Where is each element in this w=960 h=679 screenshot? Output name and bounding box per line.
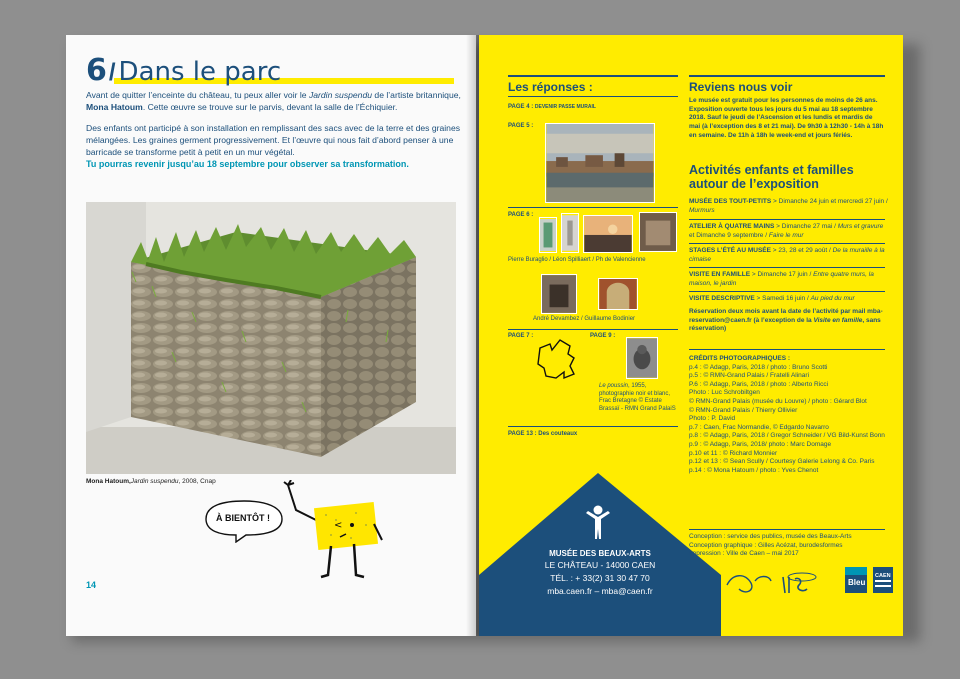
credit-line: Photo : P. David [689, 415, 736, 423]
rule-act-1 [689, 219, 885, 220]
title-number: 6 [86, 53, 107, 88]
rule-p7 [508, 329, 678, 330]
festival-logo-icon [783, 577, 807, 593]
spilliaert-thumbnail [561, 213, 579, 253]
credit-line: © RMN-Grand Palais / Thierry Ollivier [689, 406, 798, 414]
museum-web: mba.caen.fr – mba@caen.fr [547, 586, 653, 596]
poussin-photo-thumbnail [626, 337, 658, 379]
page6-caption-1: Pierre Buraglio / Léon Spilliaert / Ph de Valencienne [508, 257, 646, 263]
rule-conception [689, 529, 885, 530]
rule-p6 [508, 207, 678, 208]
rule-top-right [689, 75, 885, 77]
activities-title: Activités enfants et familles autour de l’exposition [689, 163, 854, 191]
rule-credits [689, 349, 885, 350]
page4-answer: PAGE 4 : DEVENIR PASSE MURAIL [508, 104, 596, 110]
paragraph-2: Des enfants ont participé à son installation en remplissant des sacs avec de la terre et des graines mélangées. Les graines germent progressivement. Et l’œuvre qui nous fait d’abord penser à une barricade se transforme petit à petit en un mur végétal. [86, 123, 461, 157]
left-page [66, 35, 476, 636]
credit-line: p.4 : © Adagp, Paris, 2018 / photo : Bruno Scotti [689, 363, 828, 371]
credit-line: p.14 : © Mona Hatoum / photo : Yves Chenot [689, 466, 819, 474]
credit-line: p.5 : © RMN-Grand Palais / Fratelli Alinari [689, 372, 810, 380]
rule-act-3 [689, 267, 885, 268]
devambez-thumbnail [541, 274, 577, 314]
rule-act-2 [689, 243, 885, 244]
activity-item: VISITE DESCRIPTIVE > Samedi 16 juin / Au pied du mur [689, 295, 855, 302]
artwork-photo [86, 202, 456, 474]
bodinier-thumbnail [598, 278, 638, 310]
rule-p13 [508, 426, 678, 427]
museum-contact [508, 549, 692, 596]
paragraph-1: Avant de quitter l’enceinte du château, tu peux aller voir le Jardin suspendu de l’artiste britannique, Mona Hatoum. Cette œuvre se trouve sur le parvis, devant la salle de l’Échiquier. [86, 90, 461, 112]
page5-label: PAGE 5 : [508, 123, 534, 129]
credit-line: p.8 : © Adagp, Paris, 2018 / Gregor Schneider / VG Bild-Kunst Bonn [689, 432, 885, 440]
yellow-mascot-icon [266, 480, 386, 590]
rule-top-left [508, 75, 678, 77]
title-text: Dans le parc [118, 57, 282, 87]
buraglio-thumbnail [539, 217, 557, 253]
page6-building-thumbnail [639, 212, 677, 252]
credit-line: Photo : Luc Schrobiltgen [689, 389, 760, 397]
photo-credits [689, 355, 889, 475]
highlight-text: Tu pourras revenir jusqu’au 18 septembre pour observer sa transformation. [86, 159, 409, 169]
valencienne-thumbnail [583, 215, 633, 253]
patrimoine-logo-icon [727, 576, 752, 592]
right-page [479, 35, 903, 636]
photo-caption: Mona Hatoum,Jardin suspendu, 2008, Cnap [86, 478, 216, 485]
page5-painting-thumbnail [545, 123, 655, 203]
svg-text:<: < [334, 520, 343, 531]
page7-label: PAGE 7 : [508, 333, 534, 339]
rule-act-4 [689, 291, 885, 292]
speech-bubble-text: À BIENTÔT ! [216, 513, 270, 523]
page9-caption: Le poussin, 1955, photographie noir et blanc, Frac Bretagne © Estate Brassaï - RMN Grand PalaiS [599, 383, 676, 412]
page6-caption-2: André Devambez / Guillaume Bodinier [533, 316, 636, 322]
museum-phone: TÉL. : + 33(2) 31 30 47 70 [550, 573, 650, 583]
museum-address: LE CHÂTEAU - 14000 CAEN [544, 560, 656, 570]
credit-line: p.12 et 13 : © Sean Scully / Courtesy Galerie Lelong & Co. Paris [689, 458, 875, 466]
museum-name: MUSÉE DES BEAUX-ARTS [549, 549, 651, 558]
child-figure-icon [583, 505, 613, 541]
page-title [86, 53, 281, 88]
intro-text [86, 89, 466, 179]
partner-logos [725, 567, 895, 599]
conception-info: Conception : service des publics, musée des Beaux-Arts Conception graphique : Gilles Acézat, burodesformes Impression : Ville de Caen – mai 2017 [689, 533, 852, 558]
page6-label: PAGE 6 : [508, 212, 534, 218]
revisit-title: Reviens nous voir [689, 80, 793, 94]
page13-answer: PAGE 13 : Des couteaux [508, 431, 578, 437]
credits-title: CRÉDITS PHOTOGRAPHIQUES : [689, 355, 791, 362]
title-slash: / [108, 59, 116, 86]
revisit-text: Le musée est gratuit pour les personnes de moins de 26 ans. Exposition ouverte tous les jours du 5 mai au 18 septembre 2018. Sauf le jeudi de l’Ascension et les lundis et mardis de mai (à l’exception des 8 et 21 mai). De 9h30 à 12h30 - 14h à 18h en semaine. De 11h à 18h le week-end et jours fériés. [689, 97, 884, 139]
page7-shape-icon [534, 338, 578, 382]
activity-item: ATELIER À QUATRE MAINS > Dimanche 27 mai / Murs et gravure et Dimanche 9 septembre / Faire le mur [689, 223, 884, 239]
page9-label: PAGE 9 : [590, 333, 616, 339]
reservation-info: Réservation deux mois avant la date de l’activité par mail mba-reservation@caen.fr (à l’exception de la Visite en famille, sans réservation) [689, 308, 883, 333]
svg-text:Bleu: Bleu [848, 578, 866, 587]
credit-line: © RMN-Grand Palais (musée du Louvre) / photo : Gérard Blot [689, 397, 867, 405]
answers-title: Les réponses : [508, 80, 593, 94]
svg-text:CAEN: CAEN [875, 573, 891, 579]
credit-line: P.6 : © Adagp, Paris, 2018 / photo : Alberto Ricci [689, 380, 829, 388]
sandbag-wall-illustration [86, 202, 456, 474]
activity-item: VISITE EN FAMILLE > Dimanche 17 juin / Entre quatre murs, la maison, le jardin [689, 271, 874, 287]
credit-line: p.10 et 11 : © Richard Monnier [689, 449, 778, 457]
page-number: 14 [86, 580, 97, 590]
activity-item: MUSÉE DES TOUT-PETITS > Dimanche 24 juin et mercredi 27 juin / Murmurs [689, 198, 888, 214]
rule-answers [508, 96, 678, 97]
credit-line: p.7 : Caen, Frac Normandie, © Edgardo Navarro [689, 423, 829, 431]
credit-line: p.9 : © Adagp, Paris, 2018/ photo : Marc Domage [689, 440, 832, 448]
activity-item: STAGES L’ÉTÉ AU MUSÉE > 23, 28 et 29 août / De la muraille à la cimaise [689, 247, 885, 263]
